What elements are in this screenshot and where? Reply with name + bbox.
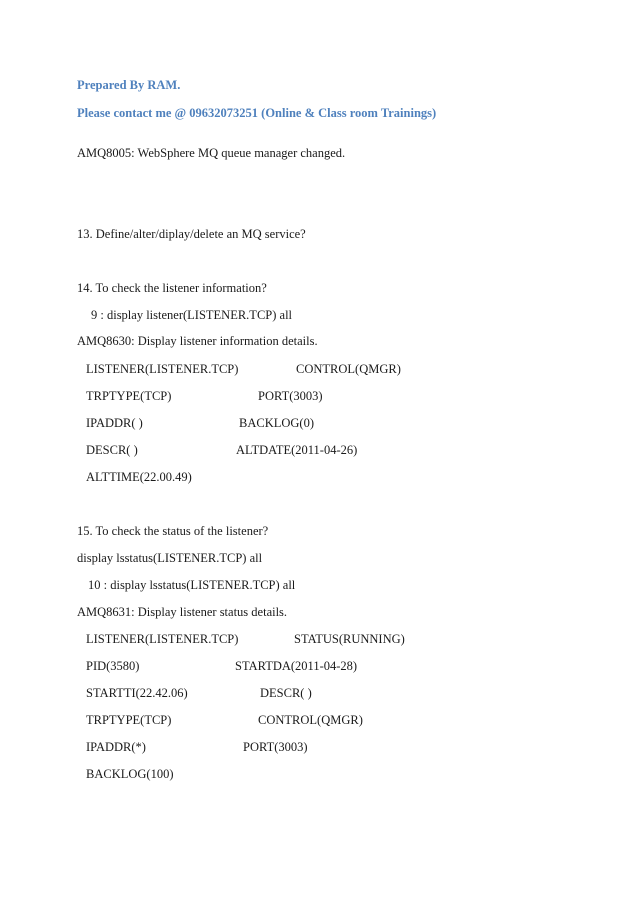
listener-detail-right: ALTDATE(2011-04-26) bbox=[236, 443, 358, 457]
listener-detail-left: ALTTIME(22.00.49) bbox=[86, 470, 192, 484]
status-detail-left: IPADDR(*) bbox=[86, 740, 146, 754]
status-detail-left: STARTTI(22.42.06) bbox=[86, 686, 188, 700]
status-detail-left: BACKLOG(100) bbox=[86, 767, 174, 781]
command-9: 9 : display listener(LISTENER.TCP) all bbox=[91, 308, 293, 322]
status-detail-right: PORT(3003) bbox=[243, 740, 308, 754]
status-detail-right: STATUS(RUNNING) bbox=[294, 632, 405, 646]
status-detail-right: CONTROL(QMGR) bbox=[258, 713, 363, 727]
listener-detail-right: CONTROL(QMGR) bbox=[296, 362, 401, 376]
status-detail-right: DESCR( ) bbox=[260, 686, 312, 700]
question-13: 13. Define/alter/diplay/delete an MQ service? bbox=[77, 227, 306, 241]
status-detail-left: PID(3580) bbox=[86, 659, 140, 673]
amq8005-message: AMQ8005: WebSphere MQ queue manager changed. bbox=[77, 146, 346, 160]
listener-detail-right: PORT(3003) bbox=[258, 389, 323, 403]
status-detail-right: STARTDA(2011-04-28) bbox=[235, 659, 358, 673]
command-10: 10 : display lsstatus(LISTENER.TCP) all bbox=[88, 578, 296, 592]
listener-detail-left: DESCR( ) bbox=[86, 443, 138, 457]
listener-detail-right: BACKLOG(0) bbox=[239, 416, 314, 430]
amq8631-message: AMQ8631: Display listener status details. bbox=[77, 605, 288, 619]
question-15: 15. To check the status of the listener? bbox=[77, 524, 269, 538]
prepared-by: Prepared By RAM. bbox=[77, 78, 181, 92]
status-detail-left: TRPTYPE(TCP) bbox=[86, 713, 172, 727]
contact-line: Please contact me @ 09632073251 (Online & Class room Trainings) bbox=[77, 106, 437, 120]
listener-detail-left: LISTENER(LISTENER.TCP) bbox=[86, 362, 239, 376]
listener-detail-left: IPADDR( ) bbox=[86, 416, 143, 430]
lsstatus-command: display lsstatus(LISTENER.TCP) all bbox=[77, 551, 263, 565]
amq8630-message: AMQ8630: Display listener information details. bbox=[77, 334, 318, 348]
listener-detail-left: TRPTYPE(TCP) bbox=[86, 389, 172, 403]
status-detail-left: LISTENER(LISTENER.TCP) bbox=[86, 632, 239, 646]
question-14: 14. To check the listener information? bbox=[77, 281, 267, 295]
